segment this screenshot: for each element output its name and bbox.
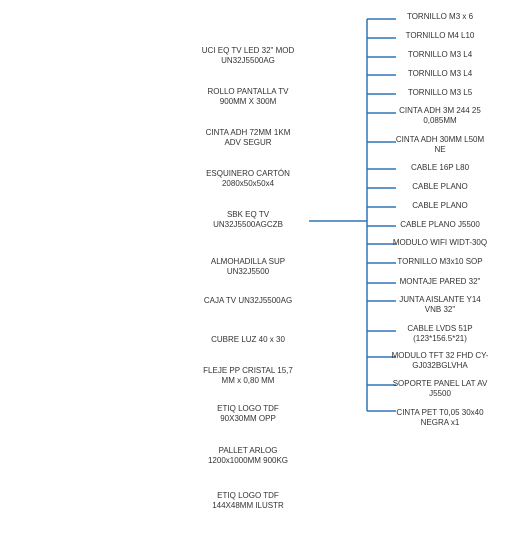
right-item: MODULO WIFI WIDT-30Q xyxy=(392,238,488,247)
left-item: UCI EQ TV LED 32" MOD UN32J5500AG xyxy=(201,46,295,65)
right-item: CABLE PLANO xyxy=(412,182,468,191)
left-item: CAJA TV UN32J5500AG xyxy=(203,296,293,305)
sbk-item: SBK EQ TV UN32J5500AGCZB xyxy=(213,210,283,229)
right-item: SOPORTE PANEL LAT AV J5500 xyxy=(392,379,488,398)
left-item: ALMOHADILLA SUP UN32J5500 xyxy=(210,257,286,276)
right-item: CABLE PLANO xyxy=(412,201,468,210)
right-item: CABLE PLANO J5500 xyxy=(400,220,480,229)
right-item: CINTA ADH 3M 244 25 0,085MM xyxy=(399,106,481,125)
right-item: TORNILLO M3 L5 xyxy=(407,88,473,97)
left-item: FLEJE PP CRISTAL 15,7 MM x 0,80 MM xyxy=(203,366,293,385)
right-item: CINTA PET T0,05 30x40 NEGRA x1 xyxy=(396,408,484,427)
left-item: ROLLO PANTALLA TV 900MM X 300M xyxy=(207,87,289,106)
left-item: PALLET ARLOG 1200x1000MM 900KG xyxy=(207,446,289,465)
right-item: CABLE 16P L80 xyxy=(410,163,470,172)
left-item: ETIQ LOGO TDF 144X48MM ILUSTR xyxy=(212,491,284,510)
right-item: TORNILLO M3 L4 xyxy=(407,69,473,78)
right-item: MODULO TFT 32 FHD CY- GJ032BGLVHA xyxy=(391,351,489,370)
right-item: CINTA ADH 30MM L50M NE xyxy=(395,135,485,154)
right-item: TORNILLO M3x10 SOP xyxy=(397,257,483,266)
right-item: TORNILLO M3 x 6 xyxy=(406,12,474,21)
right-item: CABLE LVDS 51P (123*156.5*21) xyxy=(407,324,473,343)
right-item: MONTAJE PARED 32" xyxy=(399,277,481,286)
left-item: ETIQ LOGO TDF 90X30MM OPP xyxy=(217,404,279,423)
right-item: JUNTA AISLANTE Y14 VNB 32" xyxy=(399,295,481,314)
left-item: CINTA ADH 72MM 1KM ADV SEGUR xyxy=(205,128,291,147)
right-item: TORNILLO M3 L4 xyxy=(407,50,473,59)
right-item: TORNILLO M4 L10 xyxy=(405,31,475,40)
left-item: CUBRE LUZ 40 x 30 xyxy=(211,335,285,344)
left-item: ESQUINERO CARTÓN 2080x50x50x4 xyxy=(206,169,290,188)
